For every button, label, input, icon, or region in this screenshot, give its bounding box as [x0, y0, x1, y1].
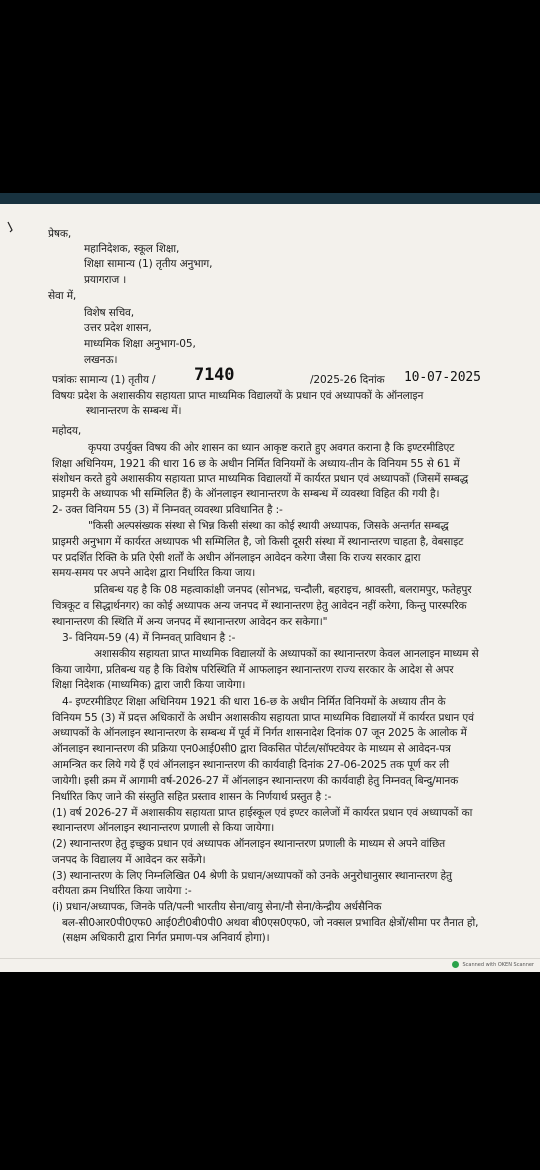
scanner-watermark	[452, 961, 534, 968]
body-line: बल-सी0आर0पी0एफ0 आई0टी0बी0पी0 अथवा बी0एस0एफ0, जो नक्सल प्रभावित क्षेत्रों/सीमा पर तैनात हो,	[62, 917, 479, 929]
scanned-document-page	[0, 204, 540, 972]
body-line: समय-समय पर अपने आदेश द्वारा निर्धारित किया जाय।	[52, 567, 256, 579]
body-line: चित्रकूट व सिद्धार्थनगर) का कोई अध्यापक अन्य जनपद में स्थानान्तरण हेतु आवेदन नहीं करेगा, किन्तु पारस्परिक	[52, 600, 467, 612]
page-divider	[0, 958, 540, 959]
body-line: (1) वर्ष 2026-27 में अशासकीय सहायता प्राप्त हाईस्कूल एवं इण्टर कालेजों में कार्यरत प्रधान एवं अध्यापकों का	[52, 807, 473, 819]
body-line: "किसी अल्पसंख्यक संस्था से भिन्न किसी संस्था का कोई स्थायी अध्यापक, जिसके अन्तर्गत सम्बद्ध	[88, 520, 449, 532]
body-line: 2- उक्त विनियम 55 (3) में निम्नवत् व्यवस्था प्रविधानित है :-	[52, 504, 283, 516]
subject-line-cont: स्थानान्तरण के सम्बन्ध में।	[86, 405, 182, 417]
navigation-bar-area	[0, 972, 540, 1170]
recipient-name: विशेष सचिव,	[84, 307, 135, 319]
body-line: 3- विनियम-59 (4) में निम्नवत् प्राविधान है :-	[62, 632, 236, 644]
body-line: संशोधन करते हुये अशासकीय सहायता प्राप्त माध्यमिक विद्यालयों में कार्यरत प्रधान एवं अध्यापकों (जिसमें सम्बद्ध	[52, 473, 469, 485]
body-line: शिक्षा निदेशक (माध्यमिक) द्वारा जारी किया जायेगा।	[52, 679, 246, 691]
body-line: (2) स्थानान्तरण हेतु इच्छुक प्रधान एवं अध्यापक ऑनलाइन स्थानान्तरण प्रणाली के माध्यम से अपने वांछित	[52, 838, 446, 850]
body-line: प्राइमरी के अध्यापक भी सम्मिलित हैं) के ऑनलाइन स्थानान्तरण के सम्बन्ध में व्यवस्था विहित की गयी है।	[52, 488, 440, 500]
body-line: कृपया उपर्युक्त विषय की ओर शासन का ध्यान आकृष्ट कराते हुए अवगत कराना है कि इण्टरमीडिएट	[88, 442, 455, 454]
pen-mark-icon	[6, 220, 16, 234]
recipient-city: लखनऊ।	[84, 354, 118, 366]
scanner-watermark-text: Scanned with OKEN Scanner	[462, 961, 534, 968]
body-line: अध्यापकों के ऑनलाइन स्थानान्तरण के सम्बन्ध में पूर्व में निर्गत शासनादेश दिनांक 07 जून 2025 के आलोक में	[52, 727, 467, 739]
sender-name: महानिदेशक, स्कूल शिक्षा,	[84, 243, 180, 255]
reference-year-date-label: /2025-26 दिनांक	[310, 374, 385, 386]
viewer-top-strip	[0, 193, 540, 204]
recipient-label: सेवा में,	[48, 290, 77, 302]
reference-number-label: पत्रांकः सामान्य (1) तृतीय /	[52, 374, 156, 386]
handwritten-date: 10-07-2025	[404, 370, 481, 385]
body-line: अशासकीय सहायता प्राप्त माध्यमिक विद्यालयों के अध्यापकों का स्थानान्तरण केवल आनलाइन माध्यम से	[94, 648, 479, 660]
body-line: वरीयता क्रम निर्धारित किया जायेगा :-	[52, 885, 192, 897]
salutation: महोदय,	[52, 425, 82, 437]
subject-line: विषयः प्रदेश के अशासकीय सहायता प्राप्त माध्यमिक विद्यालयों के प्रधान एवं अध्यापकों के ऑनलाइन	[52, 390, 424, 402]
body-line: (i) प्रधान/अध्यापक, जिनके पति/पत्नी भारतीय सेना/वायु सेना/नौ सेना/केन्द्रीय अर्धसैनिक	[52, 901, 382, 913]
body-line: जायेगी। इसी क्रम में आगामी वर्ष-2026-27 में ऑनलाइन स्थानान्तरण की कार्यवाही हेतु निम्नवत् बिन्दु/मानक	[52, 775, 459, 787]
sender-label: प्रेषक,	[48, 228, 72, 240]
scanner-logo-icon	[452, 961, 459, 968]
body-line: विनियम 55 (3) में प्रदत्त अधिकारों के अधीन अशासकीय सहायता प्राप्त माध्यमिक विद्यालयों में कार्यरत प्रधान एवं	[52, 712, 474, 724]
body-line: निर्धारित किए जाने की संस्तुति सहित प्रस्ताव शासन के निर्णयार्थ प्रस्तुत है :-	[52, 791, 332, 803]
body-line: जनपद के विद्यालय में आवेदन कर सकेंगे।	[52, 854, 206, 866]
recipient-office: उत्तर प्रदेश शासन,	[84, 322, 152, 334]
body-line: 4- इण्टरमीडिएट शिक्षा अधिनियम 1921 की धारा 16-छ के अधीन निर्मित विनियमों के अध्याय तीन के	[62, 696, 446, 708]
reference-number-handwritten: 7140	[194, 365, 235, 385]
body-line: (3) स्थानान्तरण के लिए निम्नलिखित 04 श्रेणी के प्रधान/अध्यापकों को उनके अनुरोधानुसार स्थानान्तरण हेतु	[52, 870, 452, 882]
body-line: प्रतिबन्ध यह है कि 08 महत्वाकांक्षी जनपद (सोनभद्र, चन्दौली, बहराइच, श्रावस्ती, बलरामपुर, फतेहपुर	[94, 584, 472, 596]
recipient-department: माध्यमिक शिक्षा अनुभाग-05,	[84, 338, 196, 350]
body-line: ऑनलाइन स्थानान्तरण की प्रक्रिया एन0आई0सी0 द्वारा विकसित पोर्टल/सॉफ्टवेयर के माध्यम से आवेदन-पत्र	[52, 743, 451, 755]
sender-department: शिक्षा सामान्य (1) तृतीय अनुभाग,	[84, 258, 213, 270]
body-line: स्थानान्तरण ऑनलाइन स्थानान्तरण प्रणाली से किया जायेगा।	[52, 822, 275, 834]
body-line: स्थानान्तरण की स्थिति में अन्य जनपद में स्थानान्तरण आवेदन कर सकेगा।"	[52, 616, 328, 628]
body-line: पर प्रदर्शित रिक्ति के प्रति ऐसी शर्तों के अधीन ऑनलाइन आवेदन करेगा जैसा कि राज्य सरकार द्वारा	[52, 552, 421, 564]
body-line: किया जायेगा, प्रतिबन्ध यह है कि विशेष परिस्थिति में आफलाइन स्थानान्तरण राज्य सरकार के आदेश से अपर	[52, 664, 454, 676]
sender-city: प्रयागराज ।	[84, 274, 127, 286]
body-line: (सक्षम अधिकारी द्वारा निर्गत प्रमाण-पत्र अनिवार्य होगा)।	[62, 932, 270, 944]
body-line: शिक्षा अधिनियम, 1921 की धारा 16 छ के अधीन निर्मित विनियमों के अध्याय-तीन के विनियम 55 से 61 में	[52, 458, 460, 470]
body-line: प्राइमरी अनुभाग में कार्यरत अध्यापक भी सम्मिलित है, जो किसी दूसरी संस्था में स्थानान्तरण चाहता है, वेबसाइट	[52, 536, 464, 548]
body-line: आमन्त्रित कर लिये गये हैं एवं ऑनलाइन स्थानान्तरण की कार्यवाही दिनांक 27-06-2025 तक पूर्ण कर ली	[52, 759, 449, 771]
status-bar-area	[0, 0, 540, 193]
